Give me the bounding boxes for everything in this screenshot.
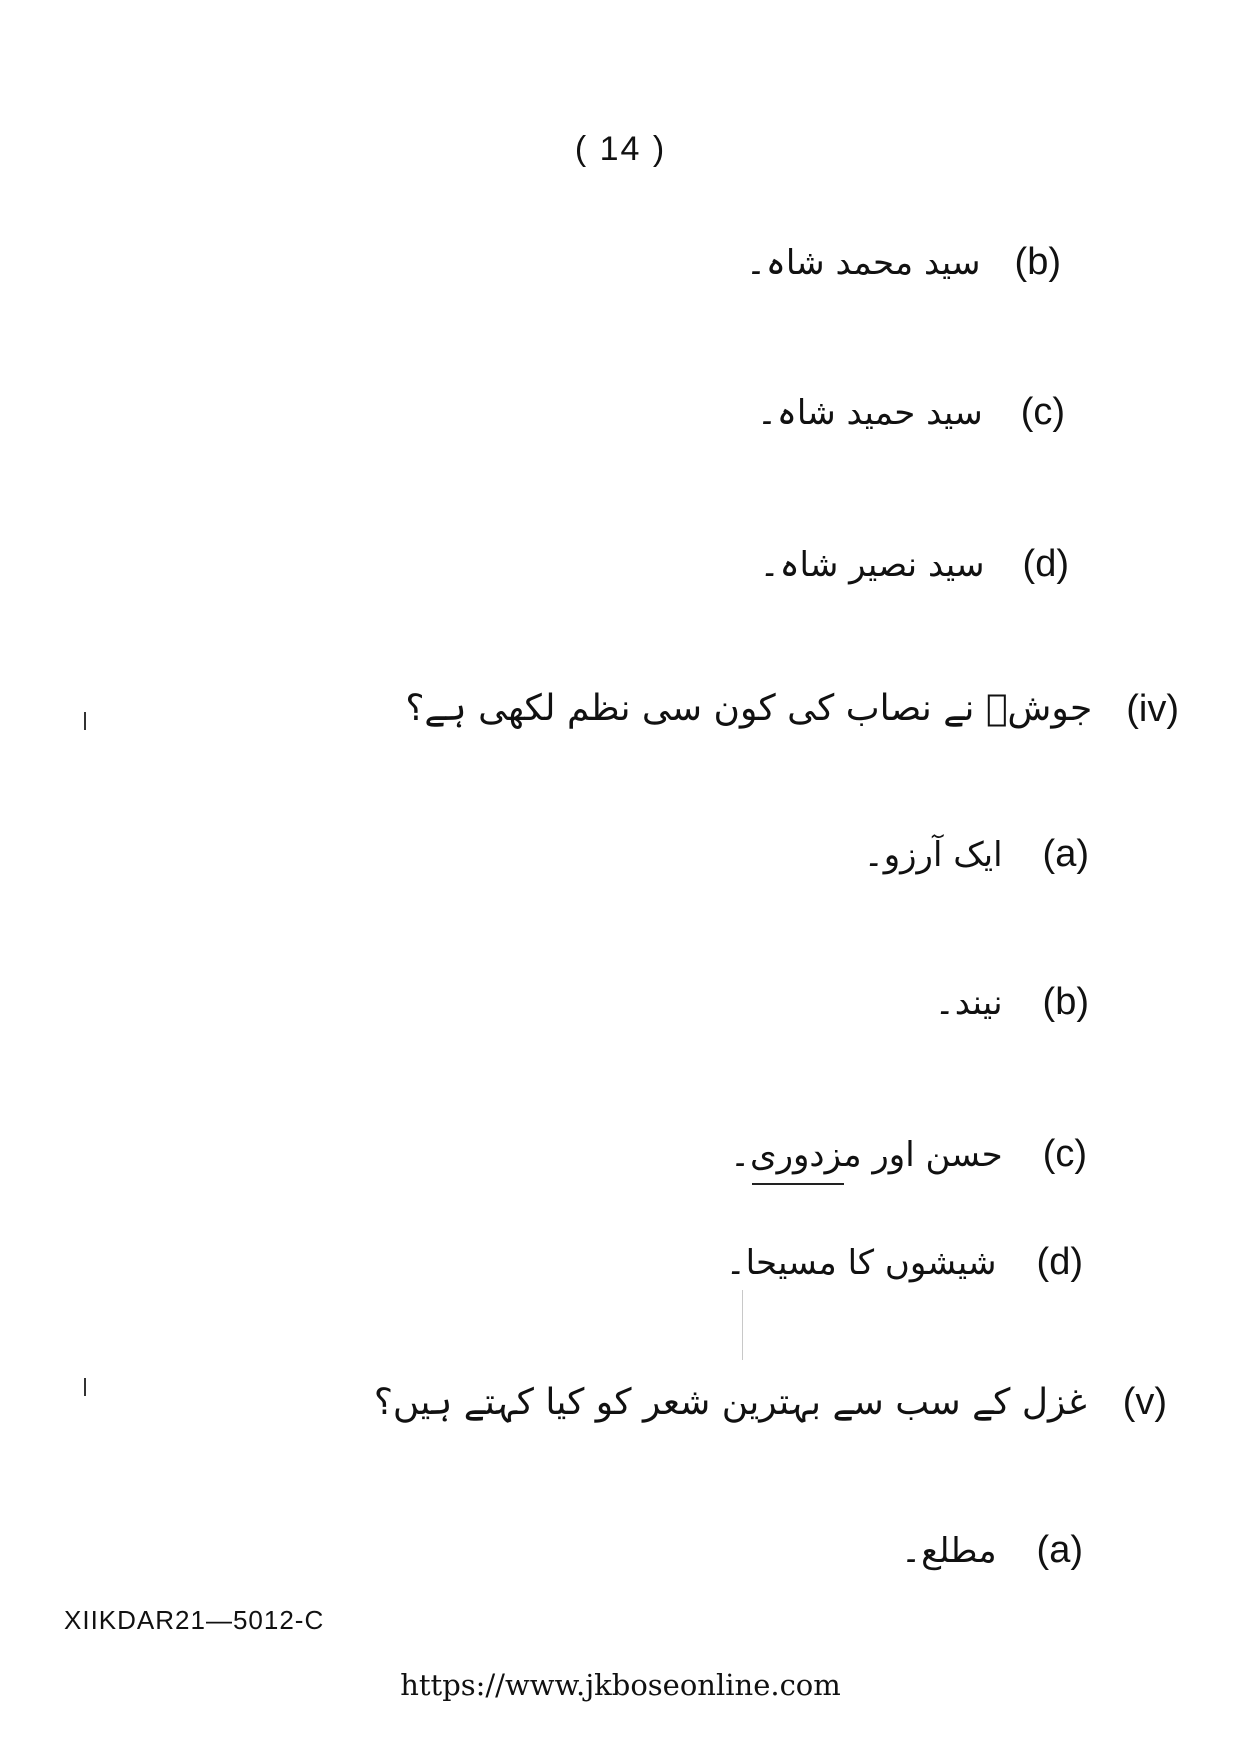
question-label: (v)	[1122, 1380, 1167, 1423]
question-label: (iv)	[1126, 688, 1179, 730]
option-text: مطلع۔	[901, 1530, 997, 1571]
option-d-prev	[760, 534, 1069, 594]
stray-mark	[742, 1290, 743, 1360]
option-text: سید حمید شاہ۔	[757, 392, 983, 433]
option-text: شیشوں کا مسیحا۔	[725, 1242, 997, 1283]
option-label: (a)	[1042, 832, 1089, 875]
question-iv	[405, 680, 1179, 780]
source-url: https://www.jkboseonline.com	[400, 1668, 841, 1702]
option-text: ایک آرزو۔	[863, 834, 1003, 875]
option-label: (d)	[1022, 542, 1069, 585]
option-label: (b)	[1014, 240, 1061, 283]
option-text: حسن اور مزدوری۔	[730, 1134, 1003, 1175]
paper-code: XIIKDAR21—5012-C	[64, 1605, 325, 1635]
question-text: جوشؔ نے نصاب کی کون سی نظم لکھی ہے؟	[405, 688, 1093, 729]
option-label: (c)	[1020, 390, 1065, 433]
option-c-prev	[757, 382, 1065, 442]
option-b-prev	[746, 232, 1061, 292]
page-number: ( 14 )	[574, 130, 667, 168]
option-text: سید محمد شاہ۔	[745, 242, 981, 283]
option-text: سید نصیر شاہ۔	[759, 544, 985, 585]
option-d-iv	[726, 1232, 1083, 1292]
option-c-iv	[730, 1124, 1087, 1184]
handwritten-underline	[752, 1183, 844, 1185]
question-v	[374, 1372, 1167, 1432]
option-label: (c)	[1042, 1132, 1087, 1175]
margin-mark	[84, 1378, 86, 1396]
option-text: نیند۔	[934, 982, 1003, 1023]
option-label: (d)	[1036, 1240, 1083, 1283]
option-a-v	[901, 1520, 1083, 1580]
question-text: غزل کے سب سے بہترین شعر کو کیا کہتے ہیں؟	[373, 1381, 1087, 1423]
option-label: (a)	[1036, 1528, 1083, 1571]
option-b-iv	[935, 972, 1089, 1032]
margin-mark	[84, 712, 86, 730]
option-a-iv	[864, 824, 1089, 884]
option-label: (b)	[1042, 980, 1089, 1023]
